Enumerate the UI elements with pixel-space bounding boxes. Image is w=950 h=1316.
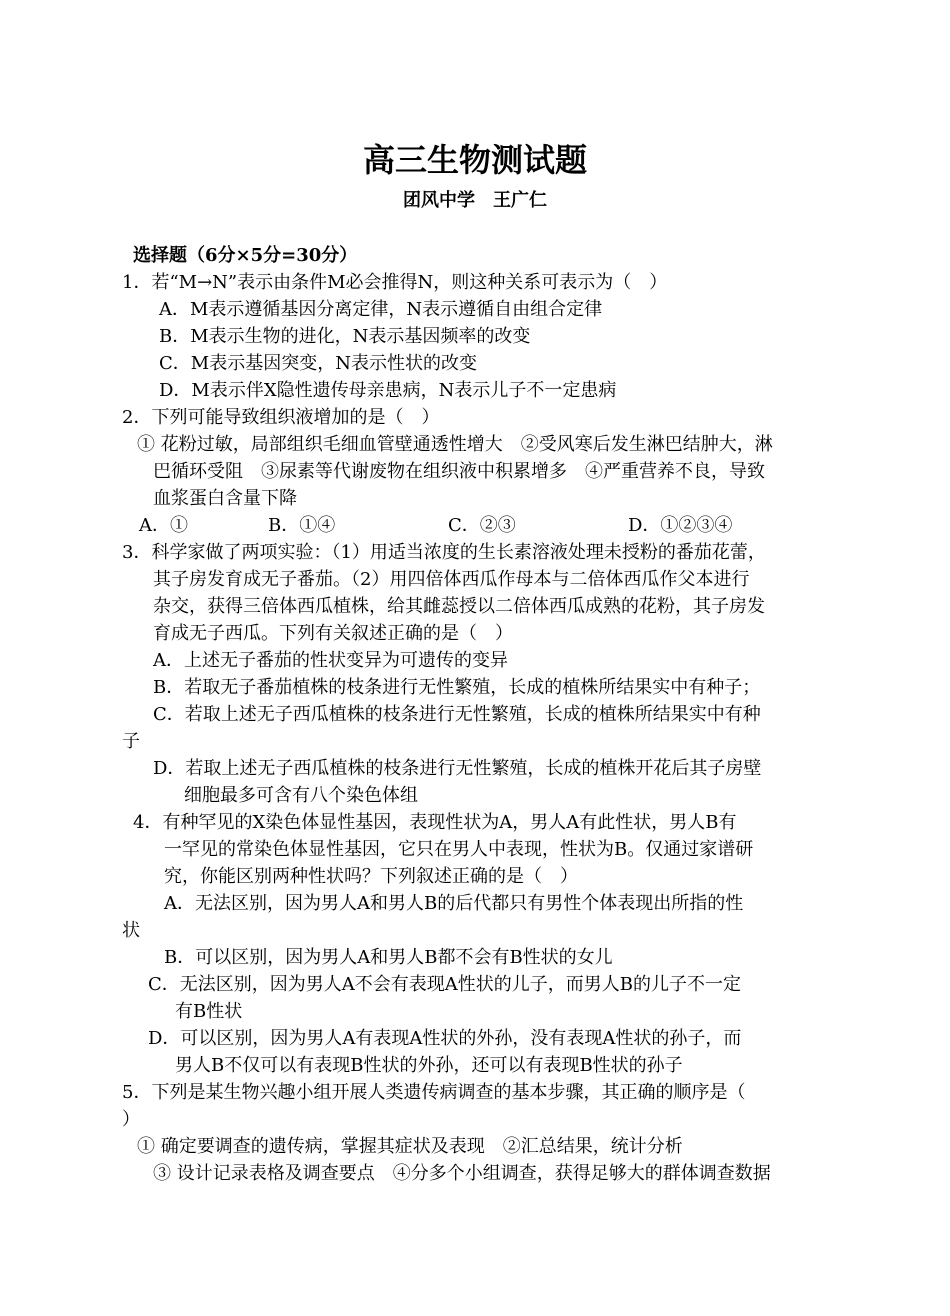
author-line: 团风中学 王广仁 xyxy=(403,190,547,211)
q2-option-c: C．②③ xyxy=(448,515,516,536)
q4-option-d: D．可以区别，因为男人A有表现A性状的外孙，没有表现A性状的孙子，而 xyxy=(148,1028,742,1049)
q4-option-a-cont: 状 xyxy=(122,920,140,941)
q3-stem-line: 杂交，获得三倍体西瓜植株，给其雌蕊授以二倍体西瓜成熟的花粉，其子房发 xyxy=(153,596,765,617)
q3-option-a: A．上述无子番茄的性状变异为可遗传的变异 xyxy=(153,650,508,671)
q1-option-a: A．M表示遵循基因分离定律，N表示遵循自由组合定律 xyxy=(159,299,603,320)
q4-option-d-cont: 男人B不仅可以有表现B性状的外孙，还可以有表现B性状的孙子 xyxy=(175,1055,683,1076)
q3-option-b: B．若取无子番茄植株的枝条进行无性繁殖，长成的植株所结果实中有种子； xyxy=(153,677,761,698)
q3-option-c-cont: 子 xyxy=(122,731,140,752)
q1-option-d: D．M表示伴X隐性遗传母亲患病，N表示儿子不一定患病 xyxy=(159,380,617,401)
q3-stem-line: 育成无子西瓜。下列有关叙述正确的是（ ） xyxy=(153,623,513,644)
q2-statement-line: 巴循环受阻 ③尿素等代谢废物在组织液中积累增多 ④严重营养不良，导致 xyxy=(153,461,765,482)
q3-option-d: D．若取上述无子西瓜植株的枝条进行无性繁殖，长成的植株开花后其子房壁 xyxy=(153,758,762,779)
q2-statement-line: 血浆蛋白含量下降 xyxy=(153,488,297,509)
q3-option-d-cont: 细胞最多可含有八个染色体组 xyxy=(184,785,418,806)
q5-step-line: ① 确定要调查的遗传病，掌握其症状及表现 ②汇总结果，统计分析 xyxy=(137,1136,683,1157)
q5-step-line: ③ 设计记录表格及调查要点 ④分多个小组调查，获得足够大的群体调查数据 xyxy=(153,1163,771,1184)
q4-option-a: A．无法区别，因为男人A和男人B的后代都只有男性个体表现出所指的性 xyxy=(164,893,744,914)
q3-stem-line: 其子房发育成无子番茄。（2）用四倍体西瓜作母本与二倍体西瓜作父本进行 xyxy=(153,569,750,590)
q1-option-b: B．M表示生物的进化，N表示基因频率的改变 xyxy=(159,326,531,347)
q2-option-a: A．① xyxy=(139,515,188,536)
q4-stem-line: 一罕见的常染色体显性基因，它只在男人中表现，性状为B。仅通过家谱研 xyxy=(164,839,754,860)
q2-stem: 2．下列可能导致组织液增加的是（ ） xyxy=(122,407,440,428)
q4-option-c-cont: 有B性状 xyxy=(175,1001,243,1022)
q2-option-b: B．①④ xyxy=(268,515,336,536)
q1-option-c: C．M表示基因突变，N表示性状的改变 xyxy=(159,353,477,374)
q5-stem-cont: ） xyxy=(122,1109,140,1130)
q4-stem-line: 4．有种罕见的X染色体显性基因，表现性状为A，男人A有此性状，男人B有 xyxy=(133,812,737,833)
q4-option-c: C．无法区别，因为男人A不会有表现A性状的儿子，而男人B的儿子不一定 xyxy=(148,974,741,995)
q2-option-d: D．①②③④ xyxy=(628,515,733,536)
q4-option-b: B．可以区别，因为男人A和男人B都不会有B性状的女儿 xyxy=(164,947,613,968)
page-title: 高三生物测试题 xyxy=(362,141,587,179)
q3-stem-line: 3．科学家做了两项实验：（1）用适当浓度的生长素溶液处理未授粉的番茄花蕾， xyxy=(122,542,766,563)
q5-stem-line: 5．下列是某生物兴趣小组开展人类遗传病调查的基本步骤，其正确的顺序是（ xyxy=(122,1082,746,1103)
q1-stem: 1．若“M→N”表示由条件M必会推得N，则这种关系可表示为（ ） xyxy=(122,272,668,293)
section-heading: 选择题（6分×5分=30分） xyxy=(133,245,358,266)
q3-option-c: C．若取上述无子西瓜植株的枝条进行无性繁殖，长成的植株所结果实中有种 xyxy=(153,704,761,725)
q2-statement-line: ① 花粉过敏，局部组织毛细血管壁通透性增大 ②受风寒后发生淋巴结肿大，淋 xyxy=(137,434,773,455)
q4-stem-line: 究，你能区别两种性状吗？下列叙述正确的是（ ） xyxy=(164,866,578,887)
